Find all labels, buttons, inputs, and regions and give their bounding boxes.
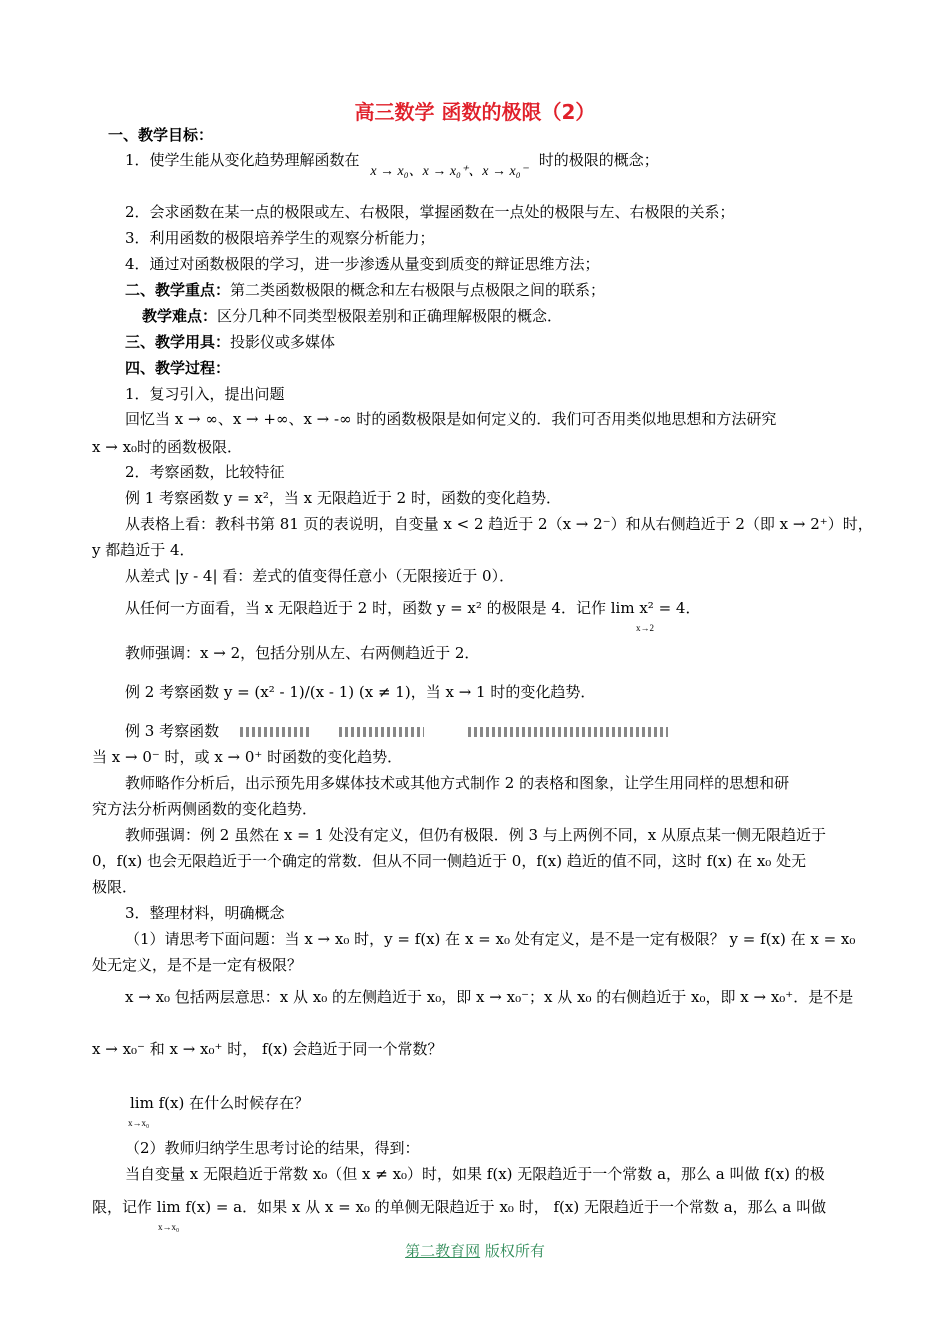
recall-line-2: x → x₀时的函数极限．: [92, 438, 243, 456]
goal-1-pre: 1．使学生能从变化趋势理解函数在: [125, 151, 360, 169]
question-3-sub: x→x₀: [128, 1118, 150, 1128]
example-2: 例 2 考察函数 y = (x² - 1)/(x - 1) (x ≠ 1)，当 x → 1 时的变化趋势．: [125, 683, 596, 701]
diff-label: 教学难点：: [142, 307, 218, 325]
tools-text: 投影仪或多媒体: [230, 333, 336, 351]
limit-sub: x→2: [636, 623, 654, 633]
footer: [0, 1240, 950, 1261]
key-label: 二、教学重点：: [125, 281, 231, 299]
recall-line-1: 回忆当 x → ∞、x → +∞、x → -∞ 时的函数极限是如何定义的．我们可否用类似地思想和方法研究: [125, 410, 777, 428]
step-2: 2．考察函数，比较特征: [125, 463, 285, 481]
question-1-line-2: 处无定义，是不是一定有极限？: [92, 956, 303, 974]
goal-1-math: x → x₀、x → x₀⁺、x → x₀⁻: [370, 164, 528, 179]
question-2-line-1: x → x₀ 包括两层意思：x 从 x₀ 的左侧趋近于 x₀，即 x → x₀⁻；x 从 x₀ 的右侧趋近于 x₀，即 x → x₀⁺．是不是: [125, 988, 854, 1006]
diff-line: 从差式 |y - 4| 看：差式的值变得任意小（无限接近于 0）．: [125, 567, 515, 585]
page-title: 高三数学 函数的极限（2）: [354, 100, 596, 124]
goal-3: 3．利用函数的极限培养学生的观察分析能力；: [125, 229, 435, 247]
limit-line: 从任何一方面看，当 x 无限趋近于 2 时，函数 y = x² 的极限是 4．记作 lim x² = 4．: [125, 599, 701, 617]
tools: [125, 332, 335, 352]
goal-1: [125, 150, 659, 179]
definition-line-1: 当自变量 x 无限趋近于常数 x₀（但 x ≠ x₀）时，如果 f(x) 无限趋近于一个常数 a，那么 a 叫做 f(x) 的极: [125, 1165, 825, 1183]
emphasis-2-line-3: 极限．: [92, 878, 138, 896]
example-3-label: 例 3 考察函数: [125, 722, 220, 740]
example-1: 例 1 考察函数 y = x²，当 x 无限趋近于 2 时，函数的变化趋势．: [125, 489, 561, 507]
step-1: 1．复习引入，提出问题: [125, 385, 285, 403]
question-4: （2）教师归纳学生思考讨论的结果，得到：: [125, 1139, 420, 1157]
garbled-formula-3: [468, 727, 668, 737]
definition-sub: x→x₀: [158, 1222, 180, 1232]
goal-4: 4．通过对函数极限的学习，进一步渗透从量变到质变的辩证思维方法；: [125, 255, 600, 273]
emphasis-line: 教师强调：x → 2，包括分别从左、右两侧趋近于 2．: [125, 644, 480, 662]
process-heading: 四、教学过程：: [125, 359, 231, 377]
publisher-link[interactable]: 第二教育网: [405, 1242, 481, 1260]
question-2-line-2: x → x₀⁻ 和 x → x₀⁺ 时， f(x) 会趋近于同一个常数？: [92, 1040, 443, 1058]
goal-2: 2．会求函数在某一点的极限或左、右极限，掌握函数在一点处的极限与左、右极限的关系；: [125, 203, 735, 221]
garbled-formula-1: [240, 727, 310, 737]
key-text: 第二类函数极限的概念和左右极限与点极限之间的联系；: [230, 281, 606, 299]
definition-line-2: 限，记作 lim f(x) = a．如果 x 从 x = x₀ 的单侧无限趋近于 x₀ 时， f(x) 无限趋近于一个常数 a，那么 a 叫做: [92, 1198, 827, 1216]
example-3: [125, 721, 668, 741]
question-3: lim f(x) 在什么时候存在？: [130, 1094, 310, 1112]
example-3-line-2: 当 x → 0⁻ 时，或 x → 0⁺ 时函数的变化趋势．: [92, 748, 403, 766]
step-3: 3．整理材料，明确概念: [125, 904, 285, 922]
emphasis-2-line-2: 0，f(x) 也会无限趋近于一个确定的常数．但从不同一侧趋近于 0，f(x) 趋近的值不同，这时 f(x) 在 x₀ 处无: [92, 852, 807, 870]
garbled-formula-2: [339, 727, 424, 737]
emphasis-2-line-1: 教师强调：例 2 虽然在 x = 1 处没有定义，但仍有极限．例 3 与上两例不同，x 从原点某一侧无限趋近于: [125, 826, 827, 844]
question-1-line-1: （1）请思考下面问题：当 x → x₀ 时，y = f(x) 在 x = x₀ 处有定义，是不是一定有极限？ y = f(x) 在 x = x₀: [125, 930, 856, 948]
rights-text: 版权所有: [484, 1242, 545, 1260]
diff-text: 区分几种不同类型极限差别和正确理解极限的概念．: [217, 307, 563, 325]
key-points: [125, 280, 605, 300]
tools-label: 三、教学用具：: [125, 333, 231, 351]
table-line-1: 从表格上看：教科书第 81 页的表说明，自变量 x < 2 趋近于 2（x → 2⁻）和从右侧趋近于 2（即 x → 2⁺）时，: [125, 515, 873, 533]
goals-heading: 一、教学目标：: [108, 126, 214, 144]
difficulties: [142, 306, 562, 326]
table-line-2: y 都趋近于 4．: [92, 541, 195, 559]
goal-1-post: 时的极限的概念；: [538, 151, 659, 169]
analysis-line-2: 究方法分析两侧函数的变化趋势．: [92, 800, 318, 818]
analysis-line-1: 教师略作分析后，出示预先用多媒体技术或其他方式制作 2 的表格和图象，让学生用同样的思想和研: [125, 774, 790, 792]
